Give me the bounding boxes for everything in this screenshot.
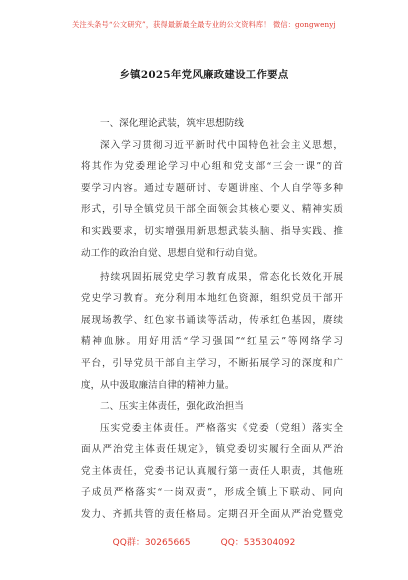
body-line: 和实践要求，切实增强用新思想武装头脑、指导实践、推 [81,225,343,237]
body-line: 压实党委主体责任。严格落实《党委（党组）落实全 [100,422,343,434]
body-line: 平台，引导党员干部自主学习，不断拓展学习的深度和广 [81,357,343,369]
body-line: 要学习内容。通过专题研讨、专题讲座、个人自学等多种 [81,182,343,194]
body-line: 发力、齐抓共管的责任格局。定期召开全面从严治党暨党 [81,509,343,521]
body-line: 子成员严格落实“一岗双责”，形成全镇上下联动、同向 [81,487,343,499]
body-line: 度，从中汲取廉洁自律的精神力量。 [81,379,235,391]
body-line: 党史学习教育。充分利用本地红色资源，组织党员干部开 [81,293,343,305]
section-heading: 一、深化理论武装，筑牢思想防线 [100,118,244,129]
body-line: 深入学习贯彻习近平新时代中国特色社会主义思想， [100,139,343,151]
body-line: 面从严治党主体责任规定》，镇党委切实履行全面从严治 [81,444,343,456]
body-line: 精神血脉。用好用活“学习强国”“红星云”等网络学习 [81,336,343,348]
body-line: 将其作为党委理论学习中心组和党支部“三会一课”的首 [81,161,343,173]
body-line: 持续巩固拓展党史学习教育成果，常态化长效化开展 [100,271,343,283]
section-heading: 二、压实主体责任，强化政治担当 [100,401,244,413]
footer-contact [0,535,408,548]
footer-qq-group: QQ群：30265665 [112,538,191,548]
document-title: 乡镇2025年党风廉政建设工作要点 [119,69,289,81]
body-line: 党主体责任，党委书记认真履行第一责任人职责，其他班 [81,465,343,477]
top-banner: 关注头条号“公文研究”，获得最新最全最专业的公文资料库！ 微信：gongwenyj [72,20,336,29]
footer-qq: QQ：535304092 [220,538,296,548]
body-line: 形式，引导全镇党员干部全面领会其核心要义、精神实质 [81,204,343,216]
document-body [81,113,343,526]
body-line: 动工作的政治自觉、思想自觉和行动自觉。 [81,247,264,259]
body-line: 展现场教学、红色家书诵读等活动，传承红色基因，赓续 [81,314,343,326]
